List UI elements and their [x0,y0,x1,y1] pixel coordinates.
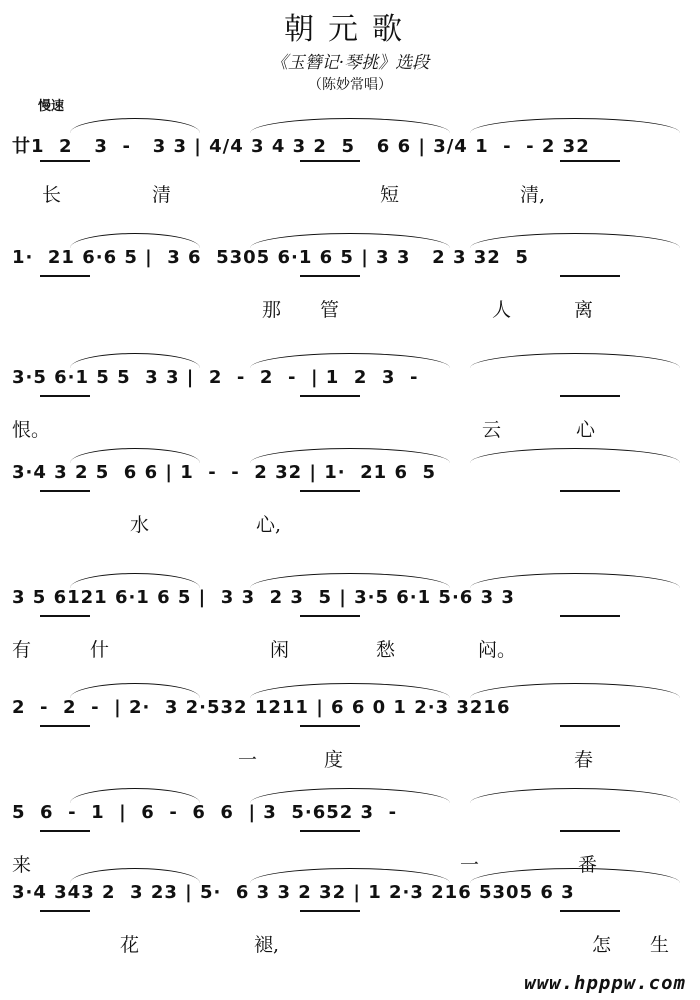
lyric-syllable: 离 [574,299,594,321]
lyric-syllable: 番 [578,854,598,876]
staff-line-8 [0,860,700,980]
lyric-syllable: 愁 [376,639,396,661]
slur-mark [470,233,680,248]
slur-mark [70,448,200,463]
lyric-syllable: 怎 [592,934,612,956]
lyric-syllable: 来 [12,854,32,876]
beam-underline [300,910,360,912]
beam-underline [560,160,620,162]
beam-underline [300,725,360,727]
beam-underline [560,615,620,617]
slur-mark [470,448,680,463]
slur-mark [70,868,200,883]
lyric-syllable: 生 [650,934,670,956]
beam-underline [40,725,90,727]
beam-underline [40,160,90,162]
lyric-syllable: 褪, [254,934,280,956]
song-title: 朝元歌 [284,12,416,47]
slur-mark [250,868,450,883]
lyric-syllable: 度 [324,749,344,771]
lyric-syllable: 长 [42,184,62,206]
beam-underline [560,725,620,727]
slur-mark [70,353,200,368]
lyrics-row [0,510,700,538]
beam-underline [40,910,90,912]
beam-underline [560,395,620,397]
lyric-syllable: 闷。 [478,639,517,661]
staff-line-1 [0,110,700,230]
beam-underline [300,490,360,492]
singer-credit: （陈妙常唱） [308,77,392,93]
lyric-syllable: 水 [130,514,150,536]
beam-underline [560,910,620,912]
slur-mark [70,233,200,248]
lyric-syllable: 花 [120,934,140,956]
slur-mark [250,233,450,248]
song-subtitle: 《玉簪记·琴挑》选段 [270,53,430,73]
staff-line-2 [0,225,700,345]
staff-line-5 [0,565,700,685]
jianpu-notes: 3·4 3 2 5 6 6 | 1 - - 2 32 | 1· 21 6 5 [12,462,437,483]
jianpu-notes: 3 5 6121 6·1 6 5 | 3 3 2 3 5 | 3·5 6·1 5·6 3 3 [12,587,515,608]
beam-underline [40,830,90,832]
slur-mark [470,573,680,588]
lyrics-row [0,295,700,323]
lyric-syllable: 闲 [270,639,290,661]
beam-underline [40,275,90,277]
beam-underline [40,615,90,617]
beam-underline [300,160,360,162]
beam-underline [560,275,620,277]
beam-underline [40,490,90,492]
slur-mark [470,118,680,133]
staff-line-6 [0,675,700,795]
lyric-syllable: 一 [238,749,258,771]
tempo-marking: 慢速 [38,99,65,114]
site-watermark: www.hpppw.com [524,972,686,994]
slur-mark [470,868,680,883]
lyric-syllable: 清 [152,184,172,206]
jianpu-notes: 廿1 2 3 - 3 3 | 4/4 3 4 3 2 5 6 6 | 3/4 1 - - 2 32 [12,136,590,157]
beam-underline [560,490,620,492]
lyric-syllable: 心, [256,514,282,536]
jianpu-notes: 3·4 343 2 3 23 | 5· 6 3 3 2 32 | 1 2·3 216 5305 6 3 [12,882,575,903]
beam-underline [300,830,360,832]
beam-underline [300,275,360,277]
beam-underline [300,395,360,397]
slur-mark [250,118,450,133]
beam-underline [300,615,360,617]
slur-mark [470,353,680,368]
lyrics-row [0,930,700,958]
slur-mark [70,573,200,588]
jianpu-notes: 5 6 - 1 | 6 - 6 6 | 3 5·652 3 - [12,802,398,823]
staff-line-4 [0,440,700,560]
slur-mark [250,448,450,463]
lyrics-row [0,745,700,773]
lyric-syllable: 有 [12,639,32,661]
lyric-syllable: 云 [482,419,502,441]
slur-mark [470,683,680,698]
jianpu-notes: 3·5 6·1 5 5 3 3 | 2 - 2 - | 1 2 3 - [12,367,419,388]
lyric-syllable: 短 [380,184,400,206]
jianpu-notes: 1· 21 6·6 5 | 3 6 5305 6·1 6 5 | 3 3 2 3 32 5 [12,247,529,268]
slur-mark [250,683,450,698]
lyric-syllable: 管 [320,299,340,321]
beam-underline [40,395,90,397]
slur-mark [250,573,450,588]
lyric-syllable: 那 [262,299,282,321]
lyric-syllable: 恨。 [12,419,51,441]
lyrics-row [0,635,700,663]
slur-mark [70,788,200,803]
lyric-syllable: 心 [576,419,596,441]
slur-mark [250,353,450,368]
lyric-syllable: 什 [90,639,110,661]
lyric-syllable: 人 [492,299,512,321]
slur-mark [70,118,200,133]
lyric-syllable: 清, [520,184,546,206]
slur-mark [250,788,450,803]
slur-mark [70,683,200,698]
lyric-syllable: 春 [574,749,594,771]
lyrics-row [0,415,700,443]
beam-underline [560,830,620,832]
lyrics-row [0,180,700,208]
jianpu-notes: 2 - 2 - | 2· 3 2·532 1211 | 6 6 0 1 2·3 3216 [12,697,511,718]
slur-mark [470,788,680,803]
lyric-syllable: 一 [460,854,480,876]
